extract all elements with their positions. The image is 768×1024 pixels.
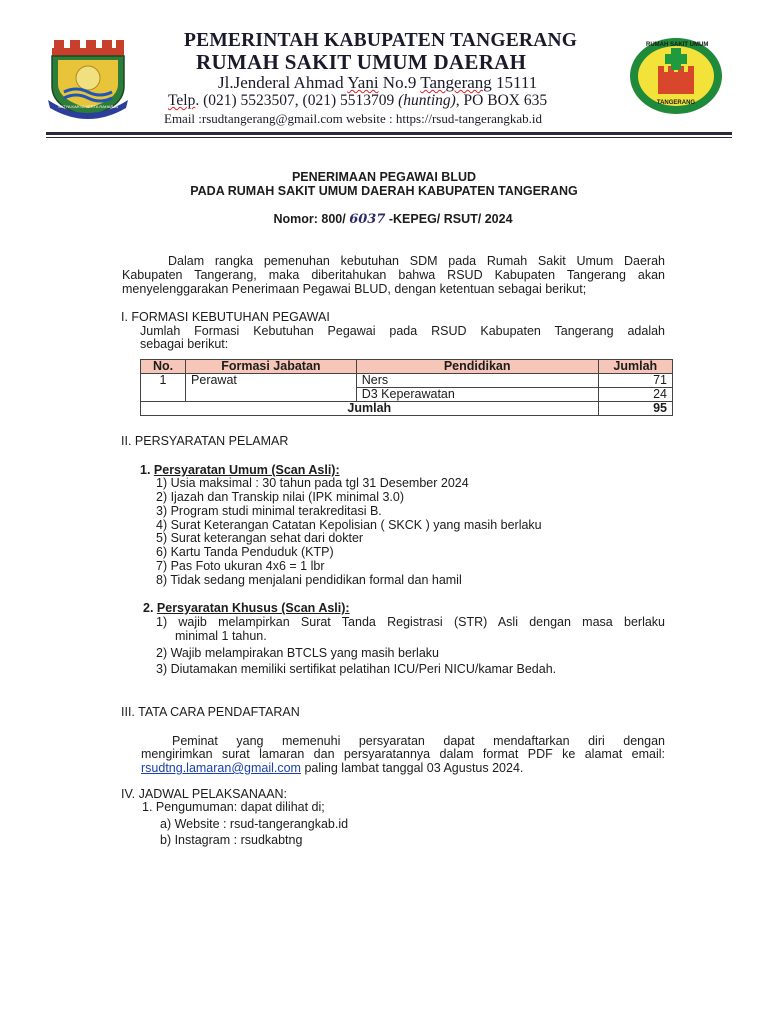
- umum-item: 7) Pas Foto ukuran 4x6 = 1 lbr: [156, 559, 325, 573]
- header-line1: PEMERINTAH KABUPATEN TANGERANG: [184, 30, 578, 51]
- cell-pendidikan: Ners: [356, 374, 598, 388]
- section1-text2: sebagai berikut:: [140, 337, 229, 351]
- address-text: Jl.Jenderal Ahmad: [218, 73, 348, 92]
- cell-total-value: 95: [598, 402, 672, 416]
- phone-pobox: , PO BOX 635: [455, 92, 548, 109]
- khusus-heading: [143, 601, 350, 615]
- umum-title: Persyaratan Umum (Scan Asli):: [153, 463, 340, 477]
- khusus-item1-line1: 1) wajib melampirkan Surat Tanda Registrasi (STR) Asli dengan masa berlaku: [156, 615, 665, 629]
- section3-line2: mengirimkan surat lamaran dan persyaratannya dalam format PDF ke alamat email:: [141, 747, 665, 761]
- umum-item: 5) Surat keterangan sehat dari dokter: [156, 531, 364, 545]
- col-header-jumlah: Jumlah: [598, 360, 672, 374]
- khusus-item1-line2: minimal 1 tahun.: [175, 629, 267, 643]
- doc-number-prefix: Nomor: 800/: [273, 212, 350, 226]
- cell-pendidikan: D3 Keperawatan: [356, 388, 598, 402]
- header-phone: [168, 92, 547, 110]
- umum-item: 3) Program studi minimal terakreditasi B.: [156, 504, 382, 518]
- address-number: No.9: [378, 73, 421, 92]
- header-email-website: Email :rsudtangerang@gmail.com website : https://rsud-tangerangkab.id: [164, 111, 543, 126]
- email-link[interactable]: rsudtng.lamaran@gmail.com: [141, 761, 301, 775]
- col-header-pendidikan: Pendidikan: [356, 360, 598, 374]
- table-total-row: [141, 402, 673, 416]
- doc-number-suffix: -KEPEG/ RSUT/ 2024: [385, 212, 513, 226]
- cell-total-label: Jumlah: [141, 402, 599, 416]
- left-logo: [44, 34, 132, 120]
- khusus-number: 2.: [143, 601, 157, 615]
- phone-hunting: (hunting): [398, 92, 456, 109]
- formasi-table: [140, 359, 673, 416]
- umum-heading: [140, 463, 340, 477]
- khusus-title: Persyaratan Khusus (Scan Asli):: [156, 601, 350, 615]
- cell-jumlah: 24: [598, 388, 672, 402]
- umum-item: 8) Tidak sedang menjalani pendidikan formal dan hamil: [156, 573, 462, 587]
- khusus-item2: 2) Wajib melampirakan BTCLS yang masih berlaku: [156, 646, 439, 660]
- table-header-row: [141, 360, 673, 374]
- umum-item: 2) Ijazah dan Transkip nilai (IPK minimal 3.0): [156, 490, 405, 504]
- intro-line2: Kabupaten Tangerang, maka diberitahukan bahwa RSUD Kabupaten Tangerang akan: [122, 268, 665, 282]
- header-line2: RUMAH SAKIT UMUM DAERAH: [196, 50, 527, 74]
- section4-item1: 1. Pengumuman: dapat dilihat di;: [142, 800, 325, 814]
- section1-heading: I. FORMASI KEBUTUHAN PEGAWAI: [121, 310, 330, 324]
- right-logo: [628, 36, 724, 116]
- section3-line1: Peminat yang memenuhi persyaratan dapat mendaftarkan diri dengan: [172, 734, 665, 748]
- left-logo-motto: SATYA KARYA KERTA RAHARJA: [58, 104, 119, 109]
- intro-line1: Dalam rangka pemenuhan kebutuhan SDM pada Rumah Sakit Umum Daerah: [168, 254, 665, 268]
- section3-heading: III. TATA CARA PENDAFTARAN: [121, 705, 300, 719]
- umum-item: 1) Usia maksimal : 30 tahun pada tgl 31 Desember 2024: [156, 476, 469, 490]
- deadline-text: paling lambat tanggal 03 Agustus 2024.: [300, 761, 524, 775]
- address-postcode: 15111: [491, 73, 538, 92]
- doc-number-handwritten: 6037: [349, 212, 386, 227]
- phone-label: Telp: [168, 92, 196, 109]
- doc-title-line1: PENERIMAAN PEGAWAI BLUD: [291, 170, 477, 184]
- col-header-jabatan: Formasi Jabatan: [186, 360, 357, 374]
- header-divider-thick: [46, 132, 732, 135]
- section4-instagram: b) Instagram : rsudkabtng: [160, 833, 303, 847]
- cell-no: 1: [141, 374, 186, 402]
- phone-numbers: . (021) 5523507, (021) 5513709: [195, 92, 399, 109]
- header-divider-thin: [46, 137, 732, 138]
- right-logo-top-text: RUMAH SAKIT UMUM: [646, 42, 709, 48]
- table-row: [141, 374, 673, 388]
- address-street: Yani: [347, 73, 379, 92]
- cell-jabatan: Perawat: [186, 374, 357, 402]
- khusus-item3: 3) Diutamakan memiliki sertifikat pelatihan ICU/Peri NICU/kamar Bedah.: [156, 662, 557, 676]
- section2-heading: II. PERSYARATAN PELAMAR: [121, 434, 289, 448]
- doc-title-line2: PADA RUMAH SAKIT UMUM DAERAH KABUPATEN TANGERANG: [190, 184, 578, 198]
- col-header-no: No.: [141, 360, 186, 374]
- doc-number: [0, 212, 768, 227]
- umum-item: 6) Kartu Tanda Penduduk (KTP): [156, 545, 334, 559]
- intro-line3: menyelenggarakan Penerimaan Pegawai BLUD, dengan ketentuan sebagai berikut;: [122, 282, 587, 296]
- cell-jumlah: 71: [598, 374, 672, 388]
- address-city: Tangerang: [420, 73, 492, 92]
- right-logo-bottom-text: TANGERANG: [656, 100, 696, 106]
- umum-item: 4) Surat Keterangan Catatan Kepolisian ( SKCK ) yang masih berlaku: [156, 518, 542, 532]
- section3-line3: [141, 761, 523, 775]
- section1-text1: Jumlah Formasi Kebutuhan Pegawai pada RSUD Kabupaten Tangerang adalah: [140, 324, 665, 338]
- section4-website: a) Website : rsud-tangerangkab.id: [160, 817, 349, 831]
- umum-number: 1.: [140, 463, 154, 477]
- section4-heading: IV. JADWAL PELAKSANAAN:: [121, 787, 288, 801]
- header-address: [218, 73, 537, 93]
